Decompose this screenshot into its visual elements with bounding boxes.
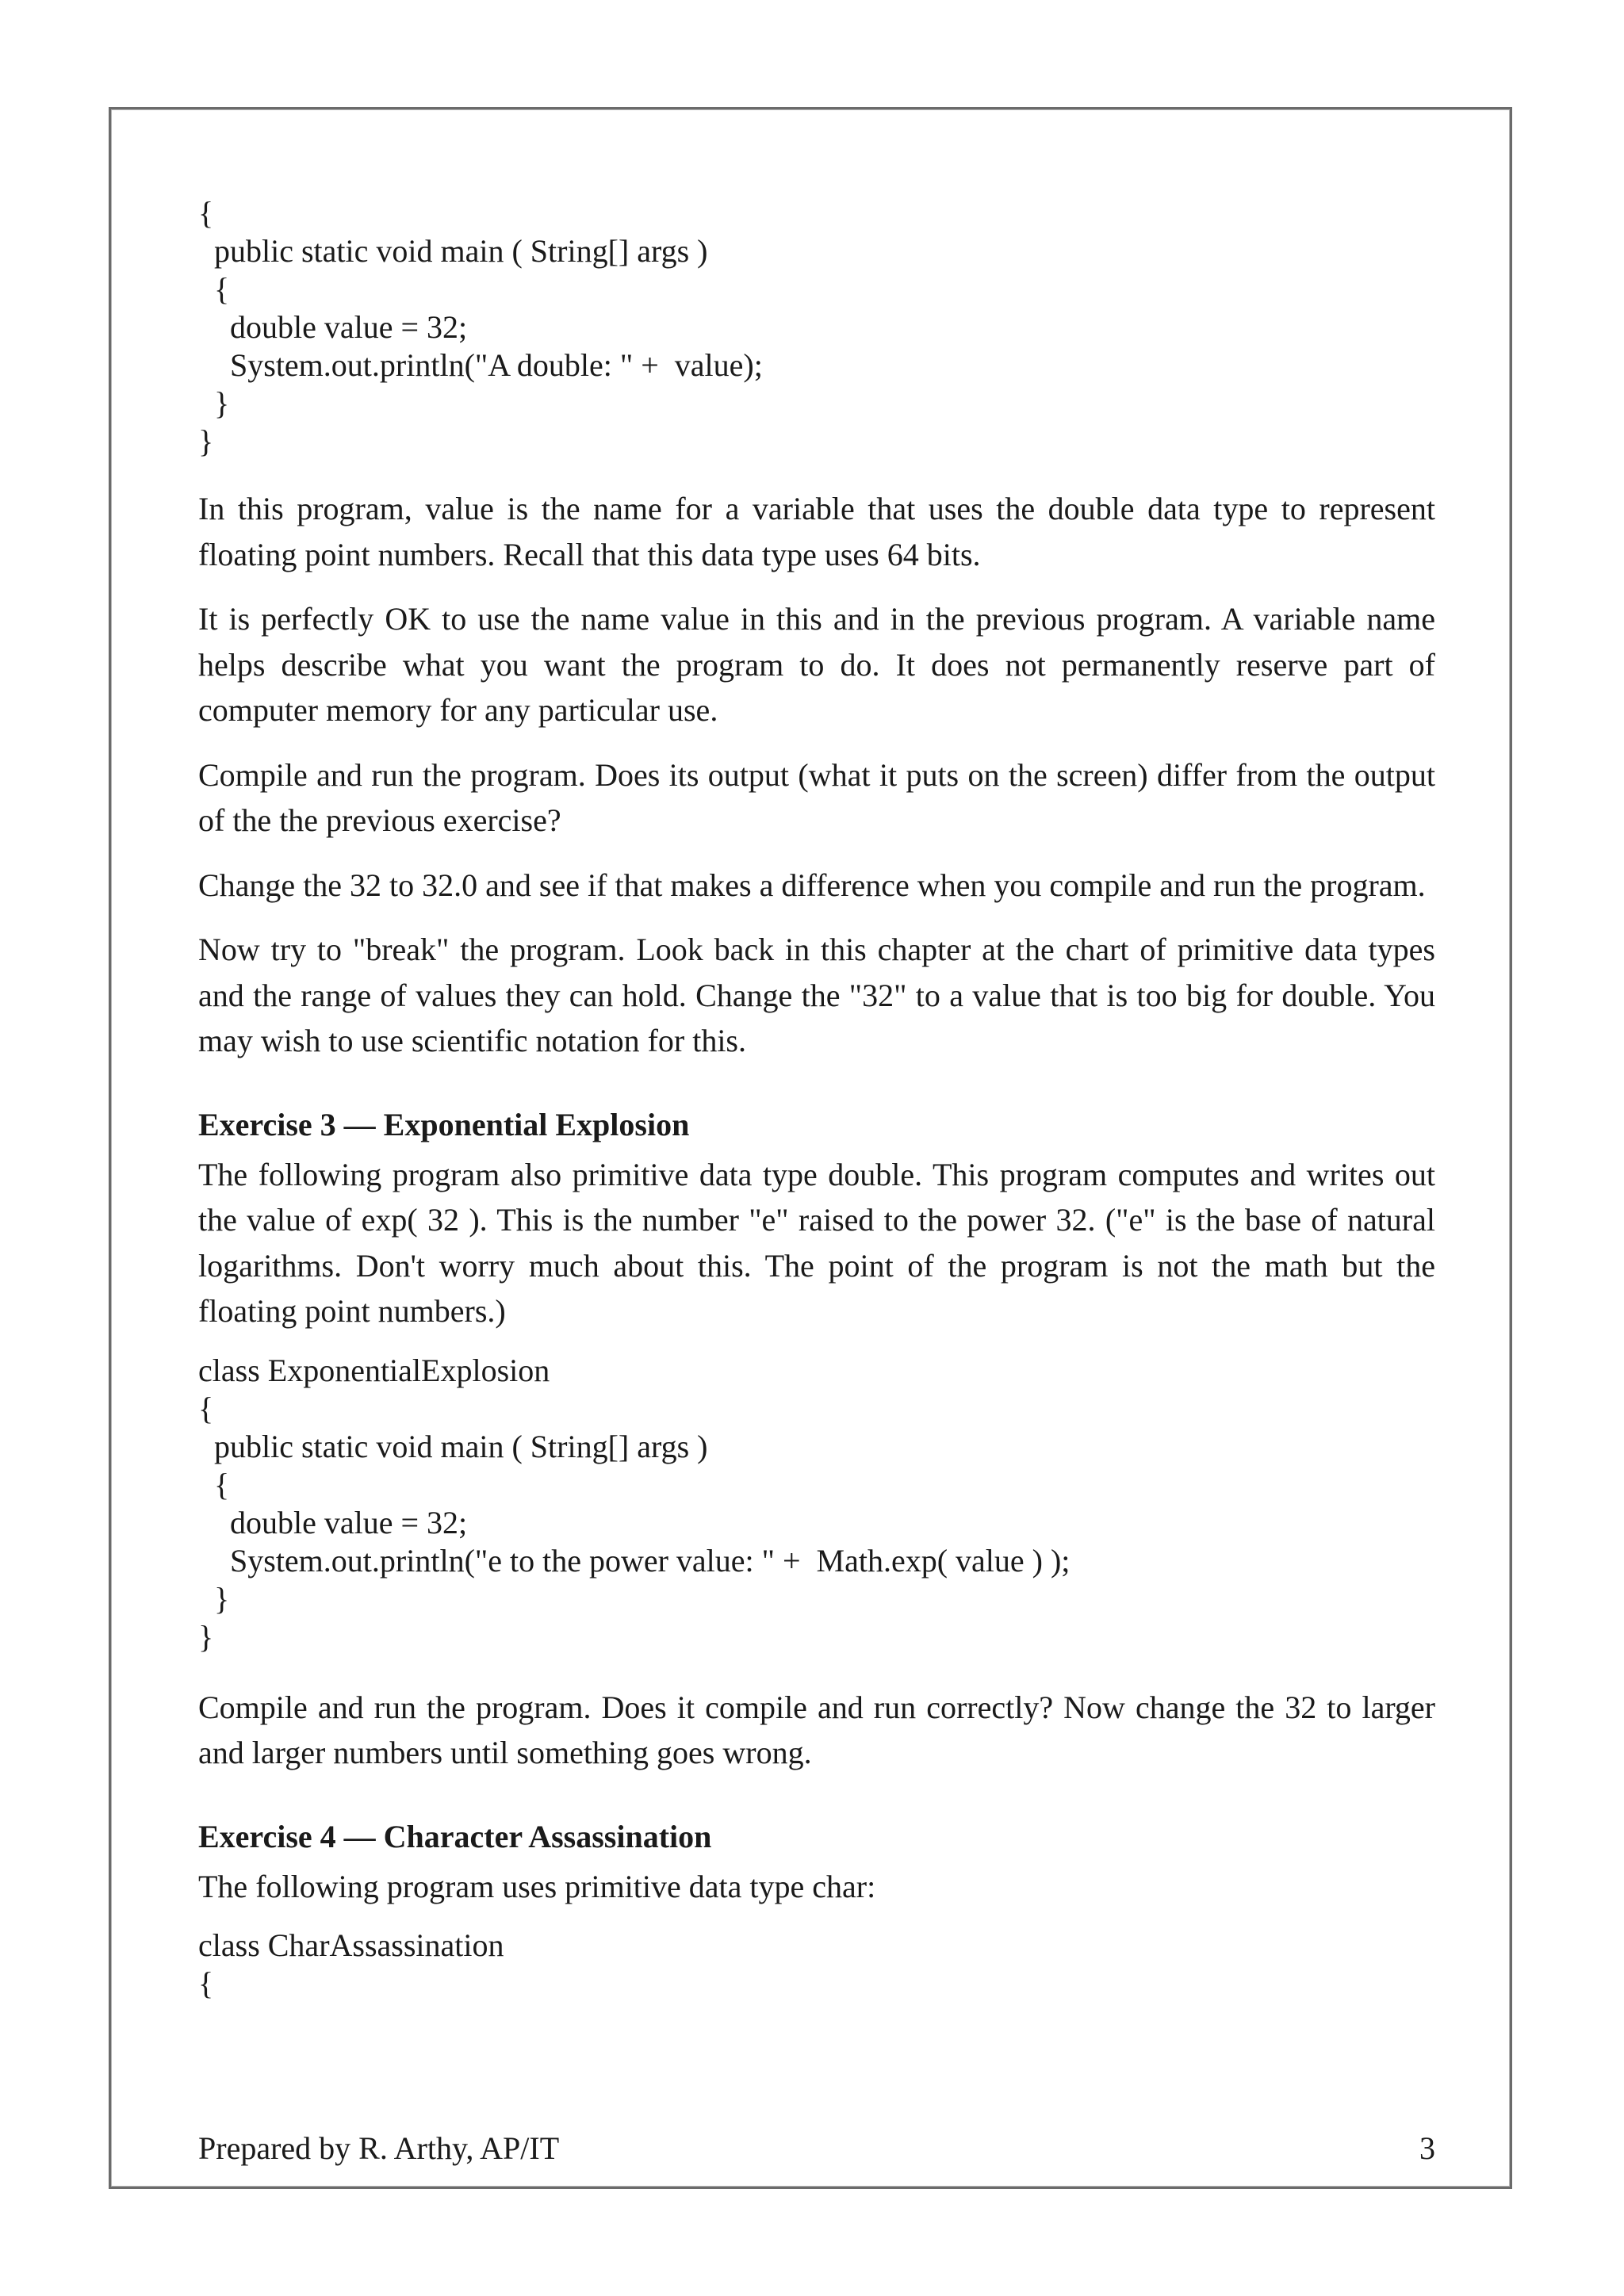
code-line: } (198, 1618, 214, 1655)
code-line: class ExponentialExplosion (198, 1352, 550, 1388)
footer-author: Prepared by R. Arthy, AP/IT (198, 2130, 560, 2166)
code-line: { (198, 195, 214, 231)
page-content (198, 194, 1435, 2003)
code-line: } (198, 1580, 230, 1617)
code-line: System.out.println("e to the power value: " + Math.exp( value ) ); (198, 1542, 1071, 1578)
exercise-3-after: Compile and run the program. Does it compile and run correctly? Now change the 32 to larger and larger numbers until something goes wrong. (198, 1689, 1435, 1770)
code-block-exponential (198, 1352, 1435, 1656)
paragraph: Change the 32 to 32.0 and see if that makes a difference when you compile and run the program. (198, 867, 1426, 903)
paragraphs-double (198, 486, 1435, 1064)
code-line: { (198, 1466, 230, 1502)
paragraph: In this program, value is the name for a variable that uses the double data type to represent floating point numbers. Recall that this data type uses 64 bits. (198, 491, 1435, 572)
code-line: { (198, 1965, 214, 2001)
exercise-3-heading: Exercise 3 — Exponential Explosion (198, 1106, 690, 1142)
page-footer (198, 2130, 1435, 2167)
code-block-double (198, 194, 1435, 461)
code-line: System.out.println("A double: " + value); (198, 347, 763, 383)
exercise-3-intro: The following program also primitive data type double. This program computes and writes out the value of exp( 32 ). This is the number "e" raised to the power 32. ("e" is the base of natural logarithms. Don't worry much about this. The point of the program is not the math but the floating point numbers.) (198, 1156, 1435, 1329)
code-line: class CharAssassination (198, 1927, 504, 1963)
code-line: public static void main ( String[] args ) (198, 1428, 708, 1464)
code-line: { (198, 1390, 214, 1426)
paragraph: Now try to "break" the program. Look back in this chapter at the chart of primitive data types and the range of values they can hold. Change the "32" to a value that is too big for double. You may wish to use scientific notation for this. (198, 932, 1435, 1058)
code-line: } (198, 423, 214, 459)
code-line: } (198, 385, 230, 421)
code-line: { (198, 271, 230, 307)
code-line: public static void main ( String[] args ) (198, 233, 708, 269)
exercise-4-heading: Exercise 4 — Character Assassination (198, 1818, 712, 1854)
exercise-4-intro: The following program uses primitive data type char: (198, 1868, 876, 1904)
paragraph: Compile and run the program. Does its output (what it puts on the screen) differ from the output of the the previous exercise? (198, 756, 1435, 838)
code-line: double value = 32; (198, 1504, 468, 1540)
page-number: 3 (1419, 2130, 1435, 2166)
paragraph: It is perfectly OK to use the name value in this and in the previous program. A variable name helps describe what you want the program to do. It does not permanently reserve part of computer memory for any particular use. (198, 601, 1435, 728)
code-line: double value = 32; (198, 309, 468, 345)
code-block-char (198, 1927, 1435, 2003)
